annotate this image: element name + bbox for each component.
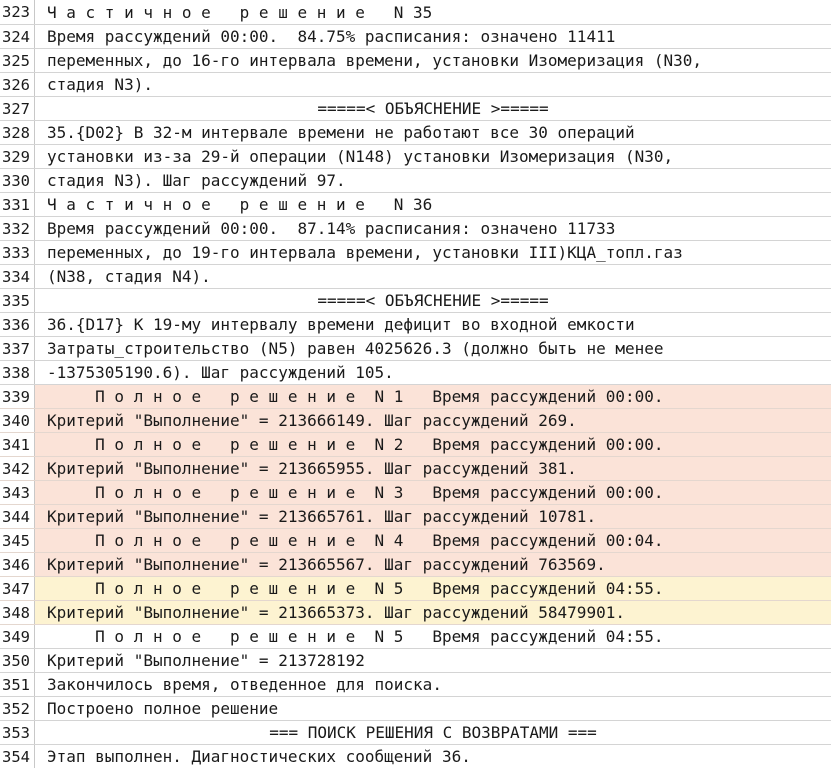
line-text: Критерий "Выполнение" = 213666149. Шаг рассуждений 269. xyxy=(35,409,831,432)
line-number: 328 xyxy=(0,121,35,144)
line-text: 35.{D02} В 32-м интервале времени не работают все 30 операций xyxy=(47,123,635,142)
log-line[interactable] xyxy=(0,121,831,145)
log-line[interactable] xyxy=(0,145,831,169)
line-number: 334 xyxy=(0,265,35,288)
line-text: Ч а с т и ч н о е р е ш е н и е N 35 xyxy=(47,3,433,22)
line-text: =====< ОБЪЯСНЕНИЕ >===== xyxy=(317,99,549,118)
log-line[interactable] xyxy=(0,601,831,625)
line-number: 345 xyxy=(0,529,35,552)
line-number: 349 xyxy=(0,625,35,648)
log-line[interactable] xyxy=(0,25,831,49)
log-line[interactable] xyxy=(0,49,831,73)
log-line[interactable] xyxy=(0,385,831,409)
line-text: переменных, до 19-го интервала времени, установки III)КЦА_топл.газ xyxy=(47,243,683,262)
line-number: 329 xyxy=(0,145,35,168)
line-text: Затраты_строительство (N5) равен 4025626.3 (должно быть не менее xyxy=(47,339,664,358)
line-text: П о л н о е р е ш е н и е N 1 Время рассуждений 00:00. xyxy=(35,385,831,408)
line-text: стадия N3). xyxy=(47,75,153,94)
line-text: Закончилось время, отведенное для поиска. xyxy=(47,675,442,694)
line-number: 354 xyxy=(0,745,35,768)
line-number: 337 xyxy=(0,337,35,360)
line-text: П о л н о е р е ш е н и е N 5 Время рассуждений 04:55. xyxy=(47,627,664,646)
line-number: 325 xyxy=(0,49,35,72)
log-line[interactable] xyxy=(0,553,831,577)
log-line[interactable] xyxy=(0,73,831,97)
log-line[interactable] xyxy=(0,745,831,768)
line-number: 326 xyxy=(0,73,35,96)
log-line[interactable] xyxy=(0,337,831,361)
line-text: П о л н о е р е ш е н и е N 4 Время рассуждений 00:04. xyxy=(35,529,831,552)
log-line[interactable] xyxy=(0,673,831,697)
line-number: 331 xyxy=(0,193,35,216)
line-text: установки из-за 29-й операции (N148) установки Изомеризация (N30, xyxy=(47,147,674,166)
line-text: Время рассуждений 00:00. 87.14% расписания: означено 11733 xyxy=(47,219,616,238)
log-line[interactable] xyxy=(0,361,831,385)
line-text: П о л н о е р е ш е н и е N 5 Время рассуждений 04:55. xyxy=(35,577,831,600)
log-line[interactable] xyxy=(0,193,831,217)
line-text: переменных, до 16-го интервала времени, установки Изомеризация (N30, xyxy=(47,51,703,70)
line-number: 339 xyxy=(0,385,35,408)
log-line[interactable] xyxy=(0,169,831,193)
log-line[interactable] xyxy=(0,721,831,745)
log-line[interactable] xyxy=(0,529,831,553)
log-line[interactable] xyxy=(0,289,831,313)
log-line[interactable] xyxy=(0,577,831,601)
line-text: П о л н о е р е ш е н и е N 3 Время рассуждений 00:00. xyxy=(35,481,831,504)
line-number: 344 xyxy=(0,505,35,528)
line-number: 346 xyxy=(0,553,35,576)
line-number: 348 xyxy=(0,601,35,624)
log-line[interactable] xyxy=(0,505,831,529)
line-text: 36.{D17} К 19-му интервалу времени дефицит во входной емкости xyxy=(47,315,635,334)
line-number: 353 xyxy=(0,721,35,744)
line-text: Этап выполнен. Диагностических сообщений 36. xyxy=(47,747,471,766)
log-line[interactable] xyxy=(0,433,831,457)
log-line[interactable] xyxy=(0,649,831,673)
line-text: Критерий "Выполнение" = 213665567. Шаг рассуждений 763569. xyxy=(35,553,831,576)
log-line[interactable] xyxy=(0,457,831,481)
line-number: 352 xyxy=(0,697,35,720)
line-number: 333 xyxy=(0,241,35,264)
log-line[interactable] xyxy=(0,241,831,265)
line-text: Ч а с т и ч н о е р е ш е н и е N 36 xyxy=(47,195,433,214)
line-text: -1375305190.6). Шаг рассуждений 105. xyxy=(47,363,394,382)
line-text: Время рассуждений 00:00. 84.75% расписания: означено 11411 xyxy=(47,27,616,46)
log-line[interactable] xyxy=(0,481,831,505)
line-number: 338 xyxy=(0,361,35,384)
line-number: 336 xyxy=(0,313,35,336)
line-text: Построено полное решение xyxy=(47,699,279,718)
line-number: 347 xyxy=(0,577,35,600)
line-text: === ПОИСК РЕШЕНИЯ С ВОЗВРАТАМИ === xyxy=(269,723,597,742)
line-number: 351 xyxy=(0,673,35,696)
log-line[interactable] xyxy=(0,265,831,289)
line-text: Критерий "Выполнение" = 213728192 xyxy=(47,651,365,670)
line-number: 332 xyxy=(0,217,35,240)
line-number: 342 xyxy=(0,457,35,480)
log-line[interactable] xyxy=(0,697,831,721)
line-number: 335 xyxy=(0,289,35,312)
line-text: Критерий "Выполнение" = 213665761. Шаг рассуждений 10781. xyxy=(35,505,831,528)
line-text: П о л н о е р е ш е н и е N 2 Время рассуждений 00:00. xyxy=(35,433,831,456)
line-text: Критерий "Выполнение" = 213665955. Шаг рассуждений 381. xyxy=(35,457,831,480)
log-line[interactable] xyxy=(0,625,831,649)
line-number: 330 xyxy=(0,169,35,192)
log-line[interactable] xyxy=(0,217,831,241)
line-text: стадия N3). Шаг рассуждений 97. xyxy=(47,171,346,190)
log-line[interactable] xyxy=(0,409,831,433)
log-line[interactable] xyxy=(0,97,831,121)
line-text: =====< ОБЪЯСНЕНИЕ >===== xyxy=(317,291,549,310)
line-number: 341 xyxy=(0,433,35,456)
line-number: 327 xyxy=(0,97,35,120)
log-line[interactable] xyxy=(0,0,831,25)
line-number: 324 xyxy=(0,25,35,48)
line-number: 340 xyxy=(0,409,35,432)
line-text: Критерий "Выполнение" = 213665373. Шаг рассуждений 58479901. xyxy=(35,601,831,624)
line-text: (N38, стадия N4). xyxy=(47,267,211,286)
log-line[interactable] xyxy=(0,313,831,337)
line-number: 343 xyxy=(0,481,35,504)
line-number: 350 xyxy=(0,649,35,672)
line-number: 323 xyxy=(0,0,35,24)
